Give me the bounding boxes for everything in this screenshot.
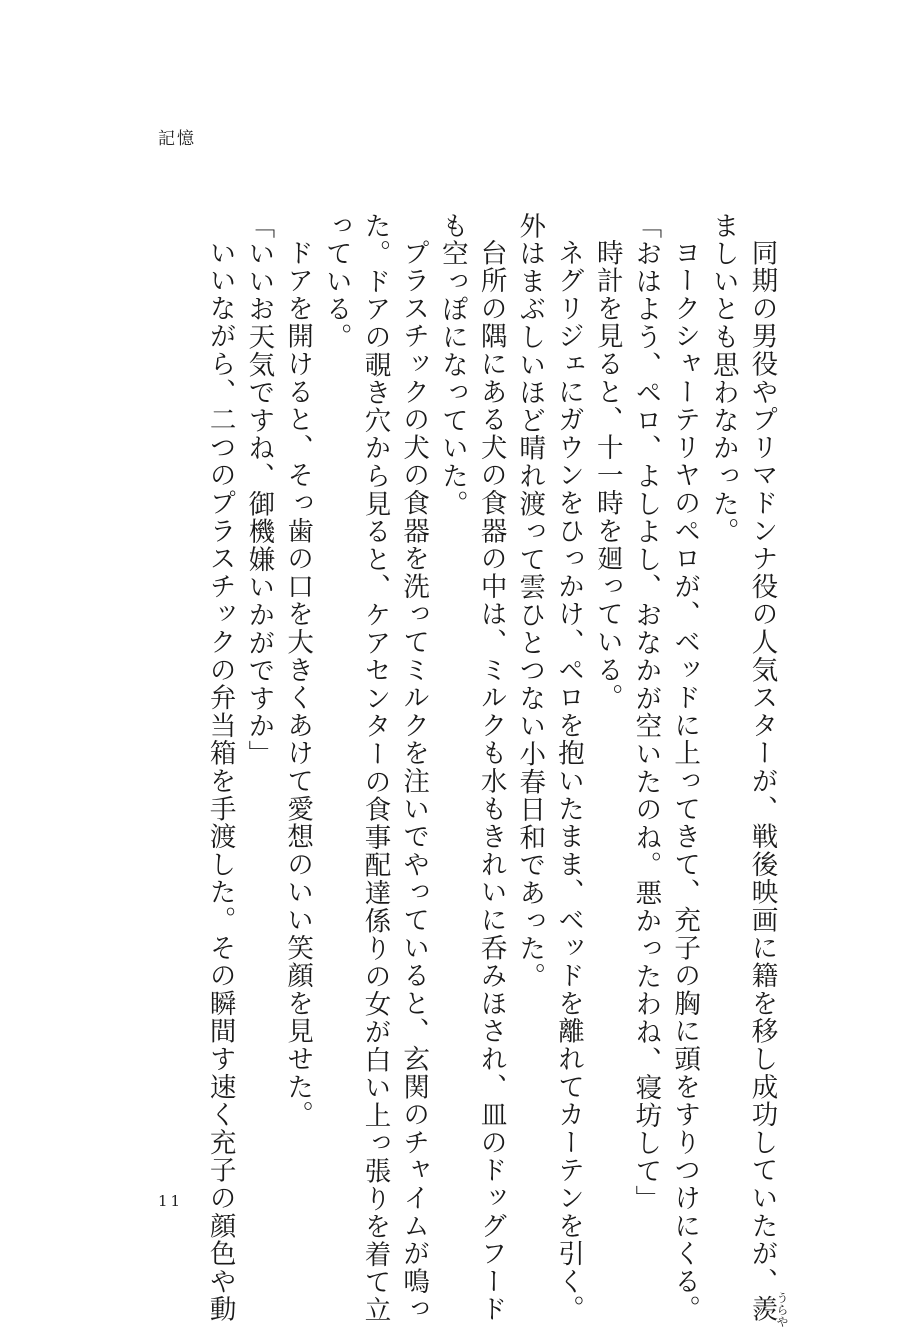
running-head: 記憶: [158, 129, 196, 149]
body-text: [200, 212, 789, 1327]
text-line: いいながら、二つのプラスチックの弁当箱を手渡した。その瞬間す速く充子の顔色や動: [204, 238, 236, 1323]
text-line: 「いいお天気ですね、御機嫌いかがですか」: [243, 212, 275, 768]
ruby-annotation: 羨うらや: [746, 1290, 789, 1327]
text-line: プラスチックの犬の食器を洗ってミルクを注いでやっていると、玄関のチャイムが鳴っ: [398, 238, 430, 1323]
text-line: ネグリジェにガウンをひっかけ、ペロを抱いたまま、ベッドを離れてカーテンを引く。: [552, 238, 584, 1323]
text-line: 「おはよう、ペロ、よしよし、おなかが空いたのね。悪かったわね、寝坊して」: [630, 212, 662, 1213]
text-line: ドアを開けると、そっ歯の口を大きくあけて愛想のいい笑顔を見せた。: [282, 238, 314, 1129]
text-line: ヨークシャーテリヤのペロが、ベッドに上ってきて、充子の胸に頭をすりつけにくる。: [669, 238, 701, 1323]
text-line: 外はまぶしいほど晴れ渡って雲ひとつない小春日和であった。: [514, 212, 546, 991]
text-line: た。ドアの覗き穴から見ると、ケアセンターの食事配達係りの女が白い上っ張りを着て立: [359, 212, 391, 1324]
text-line: 時計を見ると、十一時を廻っている。: [591, 238, 623, 712]
text-line: ましいとも思わなかった。: [707, 212, 739, 546]
text-line: も空っぽになっていた。: [436, 212, 468, 518]
text-line: っている。: [320, 212, 352, 351]
text-line: 同期の男役やプリマドンナ役の人気スターが、戦後映画に籍を移し成功していたが、羨うらや: [746, 238, 789, 1327]
text-line: 台所の隅にある犬の食器の中は、ミルクも水もきれいに呑みほされ、皿のドッグフード: [475, 238, 507, 1323]
page-number: 11: [158, 1192, 184, 1210]
